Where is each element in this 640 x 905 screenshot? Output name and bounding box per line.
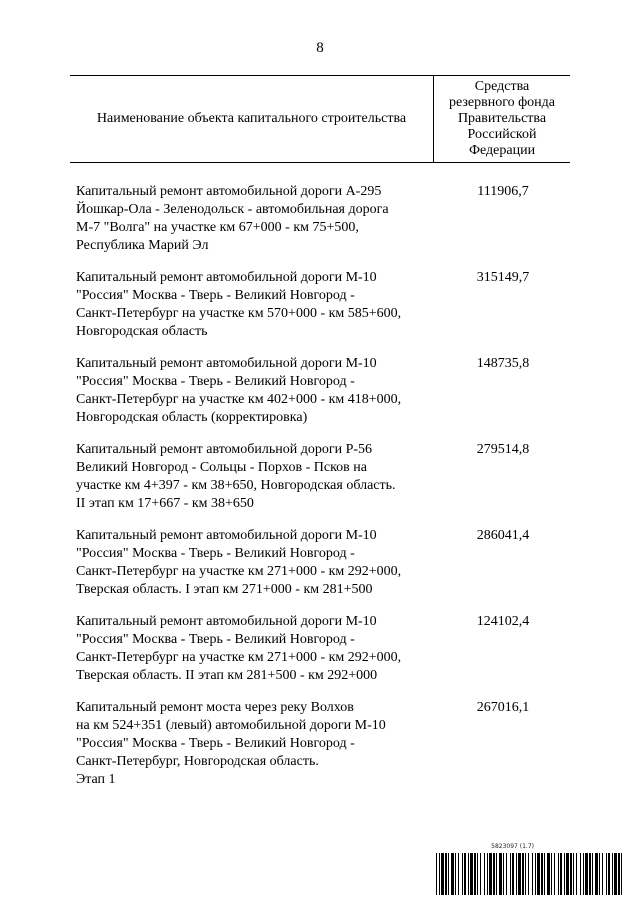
- funds-amount: 286041,4: [476, 528, 530, 543]
- funds-amount: 267016,1: [476, 700, 530, 715]
- table-row: [76, 355, 570, 441]
- table-row: [76, 183, 570, 269]
- document-code: 5823097 (1.7): [491, 843, 534, 850]
- funds-amount: 279514,8: [476, 442, 530, 457]
- object-name: Капитальный ремонт автомобильной дороги М-10 "Россия" Москва - Тверь - Великий Новгород - Санкт-Петербург на участке км 271+000 - км 292+000, Тверская область. I этап км 271+000 - км 281+500: [76, 528, 402, 597]
- object-name: Капитальный ремонт автомобильной дороги Р-56 Великий Новгород - Сольцы - Порхов - Псков на участке км 4+397 - км 38+650, Новгородская область. II этап км 17+667 - км 38+650: [76, 442, 396, 511]
- table-row: [76, 269, 570, 355]
- funds-amount: 124102,4: [476, 614, 530, 629]
- table-row: [76, 527, 570, 613]
- table-row: [76, 441, 570, 527]
- funds-amount: 111906,7: [477, 184, 529, 199]
- barcode: [436, 853, 624, 895]
- column-header-reserve-funds: Средства резервного фонда Правительства Российской Федерации: [448, 79, 556, 158]
- column-header-object-name: Наименование объекта капитального строительства: [70, 76, 434, 162]
- object-name: Капитальный ремонт моста через реку Волхов на км 524+351 (левый) автомобильной дороги М-10 "Россия" Москва - Тверь - Великий Новгород - Санкт-Петербург, Новгородская область. Этап 1: [76, 700, 386, 787]
- object-name: Капитальный ремонт автомобильной дороги М-10 "Россия" Москва - Тверь - Великий Новгород - Санкт-Петербург на участке км 570+000 - км 585+600, Новгородская область: [76, 270, 402, 339]
- table-body: [76, 183, 570, 785]
- table-header: [70, 75, 570, 163]
- page-number: 8: [316, 40, 324, 56]
- object-name: Капитальный ремонт автомобильной дороги М-10 "Россия" Москва - Тверь - Великий Новгород - Санкт-Петербург на участке км 402+000 - км 418+000, Новгородская область (корректировка): [76, 356, 402, 425]
- table-row: [76, 699, 570, 785]
- object-name: Капитальный ремонт автомобильной дороги А-295 Йошкар-Ола - Зеленодольск - автомобильная дорога М-7 "Волга" на участке км 67+000 - км 75+500, Республика Марий Эл: [76, 184, 389, 253]
- funds-amount: 315149,7: [476, 270, 530, 285]
- funds-amount: 148735,8: [476, 356, 530, 371]
- table-row: [76, 613, 570, 699]
- document-footer: [436, 843, 624, 895]
- object-name: Капитальный ремонт автомобильной дороги М-10 "Россия" Москва - Тверь - Великий Новгород - Санкт-Петербург на участке км 271+000 - км 292+000, Тверская область. II этап км 281+500 - км 292+000: [76, 614, 402, 683]
